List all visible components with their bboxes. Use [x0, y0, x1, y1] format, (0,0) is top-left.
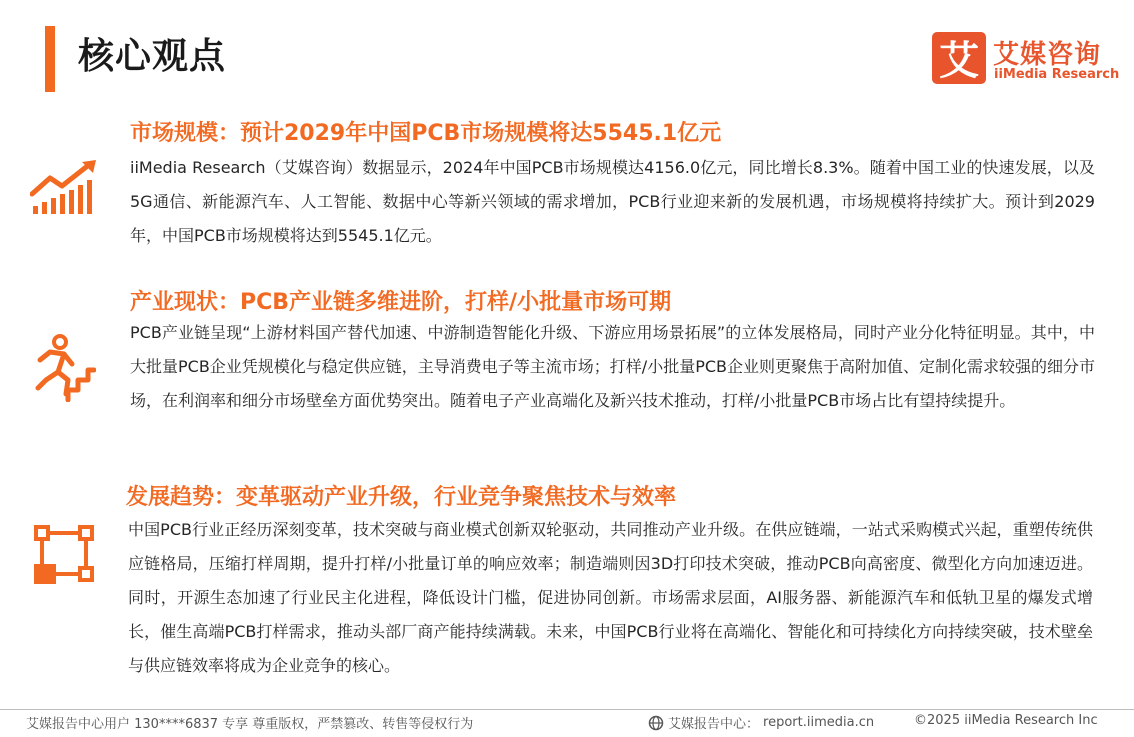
network-nodes-icon	[32, 524, 98, 586]
section-heading-industry-status: 产业现状：PCB产业链多维进阶，打样/小批量市场可期	[130, 290, 672, 315]
footer-site	[648, 713, 874, 732]
logo-mark	[932, 32, 986, 84]
footer-site-label: 艾媒报告中心：	[668, 717, 760, 732]
brand-logo	[932, 32, 1120, 88]
logo-mark-text: 艾	[939, 38, 979, 84]
footer-site-url[interactable]: report.iimedia.cn	[763, 715, 875, 730]
logo-name-cn: 艾媒咨询	[993, 40, 1102, 70]
logo-name-en: iiMedia Research	[994, 67, 1120, 82]
title-accent-bar	[45, 26, 55, 92]
climbing-stairs-icon	[34, 334, 96, 402]
globe-icon	[648, 715, 664, 731]
section-body-market-size: iiMedia Research（艾媒咨询）数据显示，2024年中国PCB市场规模达4156.0亿元，同比增长8.3%。随着中国工业的快速发展，以及5G通信、新能源汽车、人工智能、数据中心等新兴领域的需求增加，PCB行业迎来新的发展机遇，市场规模将持续扩大。预计到2029年，中国PCB市场规模将达到5545.1亿元。	[130, 158, 1095, 245]
section-body-industry-status: PCB产业链呈现“上游材料国产替代加速、中游制造智能化升级、下游应用场景拓展”的立体发展格局，同时产业分化特征明显。其中，中大批量PCB企业凭规模化与稳定供应链，主导消费电子等主流市场；打样/小批量PCB企业则更聚焦于高附加值、定制化需求较强的细分市场，在利润率和细分市场壁垒方面优势突出。随着电子产业高端化及新兴技术推动，打样/小批量PCB市场占比有望持续提升。	[130, 323, 1095, 410]
trend-up-icon	[30, 158, 100, 216]
section-heading-market-size: 市场规模：预计2029年中国PCB市场规模将达5545.1亿元	[130, 121, 722, 146]
footer-copyright: ©2025 iiMedia Research Inc	[914, 713, 1098, 728]
section-body-development-trend: 中国PCB行业正经历深刻变革，技术突破与商业模式创新双轮驱动，共同推动产业升级。在供应链端，一站式采购模式兴起，重塑传统供应链格局，压缩打样周期，提升打样/小批量订单的响应效率；制造端则因3D打印技术突破，推动PCB向高密度、微型化方向加速迈进。同时，开源生态加速了行业民主化进程，降低设计门槛，促进协同创新。市场需求层面，AI服务器、新能源汽车和低轨卫星的爆发式增长，催生高端PCB打样需求，推动头部厂商产能持续满载。未来，中国PCB行业将在高端化、智能化和可持续化方向持续突破，技术壁垒与供应链效率将成为企业竞争的核心。	[128, 520, 1093, 675]
section-heading-development-trend: 发展趋势：变革驱动产业升级，行业竞争聚焦技术与效率	[126, 485, 677, 510]
logo-mark-glyph	[932, 32, 986, 84]
footer-divider	[0, 709, 1134, 710]
page-title: 核心观点	[78, 36, 227, 77]
footer-copyright-notice: 艾媒报告中心用户 130****6837 专享 尊重版权，严禁篡改、转售等侵权行为	[26, 717, 474, 732]
